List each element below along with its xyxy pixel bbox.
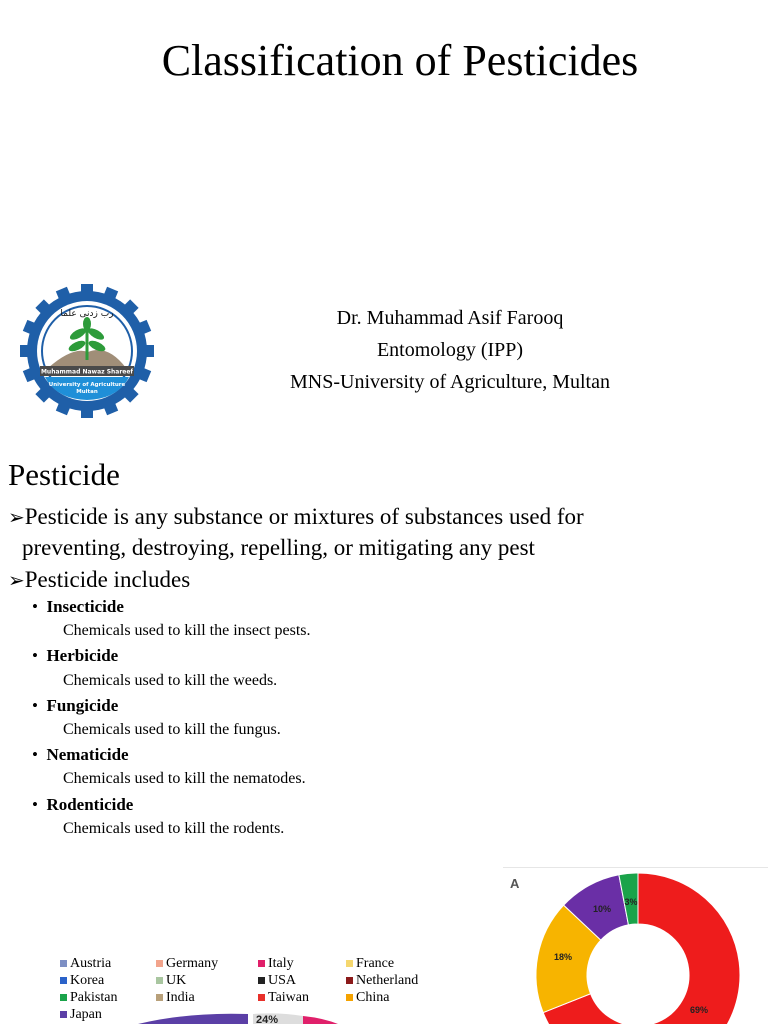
donut-slice-label: 10%: [592, 904, 612, 914]
list-item-term: • Nematicide: [32, 745, 129, 764]
legend-label: Germany: [166, 956, 219, 971]
legend-label: Japan: [70, 1007, 102, 1022]
definition-line-2: preventing, destroying, repelling, or mitigating any pest: [22, 535, 535, 560]
legend-label: USA: [268, 973, 297, 988]
chart-panel-label: A: [510, 876, 520, 891]
donut-slice-label: 18%: [553, 952, 573, 962]
slide-title: Classification of Pesticides: [161, 36, 639, 85]
legend-label: Netherland: [356, 973, 419, 988]
legend-label: France: [356, 956, 395, 971]
list-item-term: • Fungicide: [32, 696, 119, 715]
gear-tooth: [81, 404, 93, 418]
term-description: Chemicals used to kill the weeds.: [63, 672, 278, 689]
donut-slice-label: 3%: [624, 897, 638, 907]
includes-bullet: [8, 565, 190, 596]
term-herbicide: Herbicide: [46, 646, 119, 665]
legend-label: Taiwan: [268, 990, 310, 1005]
legend-label: India: [166, 990, 195, 1005]
term-rodenticide: Rodenticide: [46, 795, 134, 814]
pie-value-label: 24%: [256, 1014, 279, 1024]
legend-label: Italy: [268, 956, 294, 971]
list-item-term: • Insecticide: [32, 597, 124, 616]
definition-line-1: Pesticide is any substance or mixtures of substances used for: [24, 504, 584, 529]
legend-label: Korea: [70, 973, 105, 988]
logo-banner-3: Multan: [76, 389, 98, 395]
pie-slice-japan: [138, 1014, 248, 1024]
author-university: MNS-University of Agriculture, Multan: [290, 371, 610, 393]
term-nematicide: Nematicide: [46, 745, 129, 764]
donut-slice-label: 69%: [689, 1005, 709, 1015]
donut-chart-a: [503, 867, 768, 1024]
logo-top-text: رب زدنی علما: [60, 309, 114, 319]
term-fungicide: Fungicide: [46, 696, 119, 715]
includes-label: Pesticide includes: [24, 567, 191, 592]
term-description: Chemicals used to kill the nematodes.: [63, 770, 306, 787]
list-item-term: • Herbicide: [32, 646, 119, 665]
legend-label: China: [356, 990, 390, 1005]
university-logo: [18, 282, 156, 420]
gear-tooth: [81, 284, 93, 298]
pie-slice-italy: [303, 1016, 338, 1024]
term-insecticide: Insecticide: [46, 597, 124, 616]
author-name: Dr. Muhammad Asif Farooq: [336, 307, 564, 329]
term-description: Chemicals used to kill the insect pests.: [63, 622, 311, 639]
logo-banner-2: University of Agriculture: [48, 382, 126, 388]
list-item-term: • Rodenticide: [32, 795, 134, 814]
term-description: Chemicals used to kill the fungus.: [63, 721, 281, 738]
legend-label: Pakistan: [70, 990, 118, 1005]
country-chart: [48, 950, 440, 1024]
legend-label: UK: [166, 973, 187, 988]
author-department: Entomology (IPP): [376, 339, 524, 361]
section-heading: Pesticide: [8, 457, 120, 492]
gear-tooth: [20, 345, 34, 357]
legend-label: Austria: [70, 956, 112, 971]
logo-banner-1: Muhammad Nawaz Shareef: [40, 368, 134, 376]
partial-pie: [48, 950, 440, 1024]
gear-tooth: [140, 345, 154, 357]
arrow-bullet-icon: ➢: [8, 507, 25, 529]
arrow-bullet-icon: ➢: [8, 570, 25, 592]
term-description: Chemicals used to kill the rodents.: [63, 820, 285, 837]
definition-bullet: [8, 502, 748, 562]
